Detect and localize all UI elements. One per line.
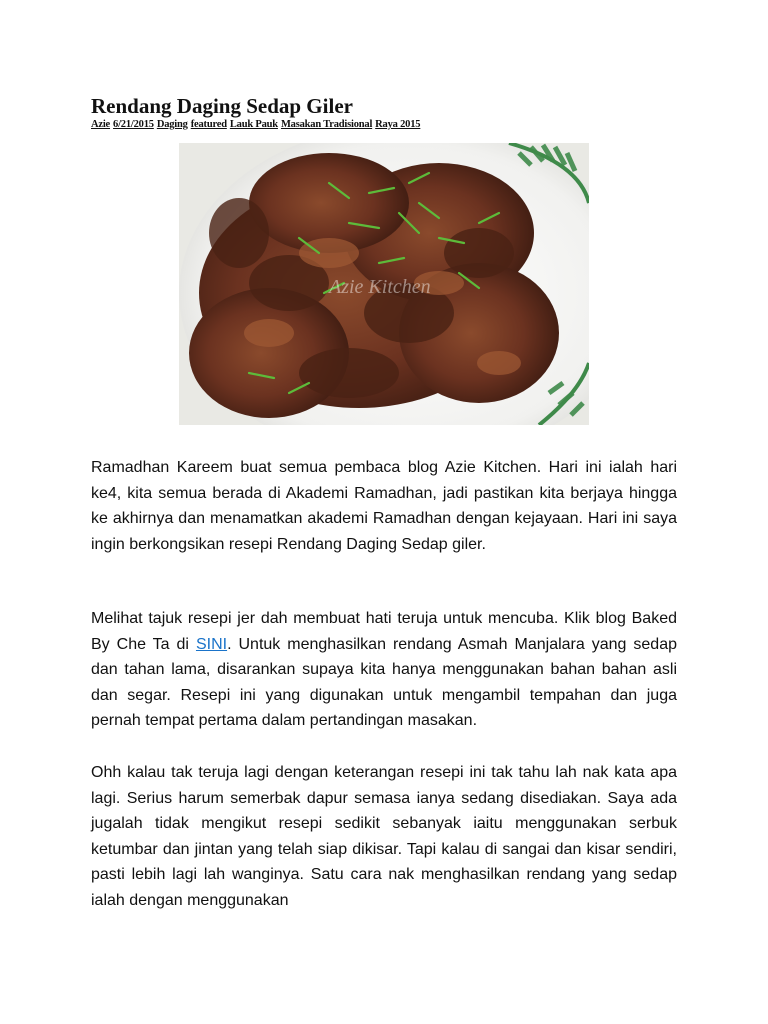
paragraph-2-text-before: Melihat tajuk resepi jer dah membuat hati teruja untuk mencuba. Klik blog Baked By Che Ta di bbox=[91, 610, 677, 653]
meta-category-masakan-tradisional[interactable]: Masakan Tradisional bbox=[280, 119, 373, 130]
image-watermark: Azie Kitchen bbox=[329, 276, 431, 298]
meta-category-raya-2015[interactable]: Raya 2015 bbox=[375, 119, 421, 130]
paragraph-2-text-after: . Untuk menghasilkan rendang Asmah Manjalara yang sedap dan tahan lama, disarankan supaya kita hanya menggunakan bahan bahan asli dan segar. Resepi ini yang digunakan untuk mengambil tempahan dan juga pernah tempat pertama dalam pertandingan masakan. bbox=[91, 635, 677, 729]
meta-author[interactable]: Azie bbox=[91, 119, 111, 130]
meta-category-featured[interactable]: featured bbox=[190, 119, 227, 130]
paragraph-1: Ramadhan Kareem buat semua pembaca blog Azie Kitchen. Hari ini ialah hari ke4, kita semua berada di Akademi Ramadhan, jadi pastikan kita berjaya hingga ke akhirnya dan menamatkan akademi Ramadhan dengan kejayaan. Hari ini saya ingin berkongsikan resepi Rendang Daging Sedap giler. bbox=[91, 459, 677, 553]
post-meta bbox=[91, 119, 423, 130]
meta-category-lauk-pauk[interactable]: Lauk Pauk bbox=[229, 119, 278, 130]
sini-link[interactable]: SINI bbox=[195, 635, 228, 653]
meta-category-daging[interactable]: Daging bbox=[156, 119, 188, 130]
post-title: Rendang Daging Sedap Giler bbox=[91, 94, 353, 118]
rendang-photo bbox=[179, 143, 589, 425]
paragraph-2 bbox=[91, 606, 677, 734]
meta-date: 6/21/2015 bbox=[113, 119, 154, 130]
paragraph-3: Ohh kalau tak teruja lagi dengan keterangan resepi ini tak tahu lah nak kata apa lagi. Serius harum semerbak dapur semasa ianya sedang disediakan. Saya ada jugalah tidak mengikut resepi sedikit sebanyak iaitu menggunakan serbuk ketumbar dan jintan yang telah siap dikisar. Tapi kalau di sangai dan kisar sendiri, pasti lebih lagi lah wanginya. Satu cara nak menghasilkan rendang yang sedap ialah dengan menggunakan bbox=[91, 764, 677, 909]
